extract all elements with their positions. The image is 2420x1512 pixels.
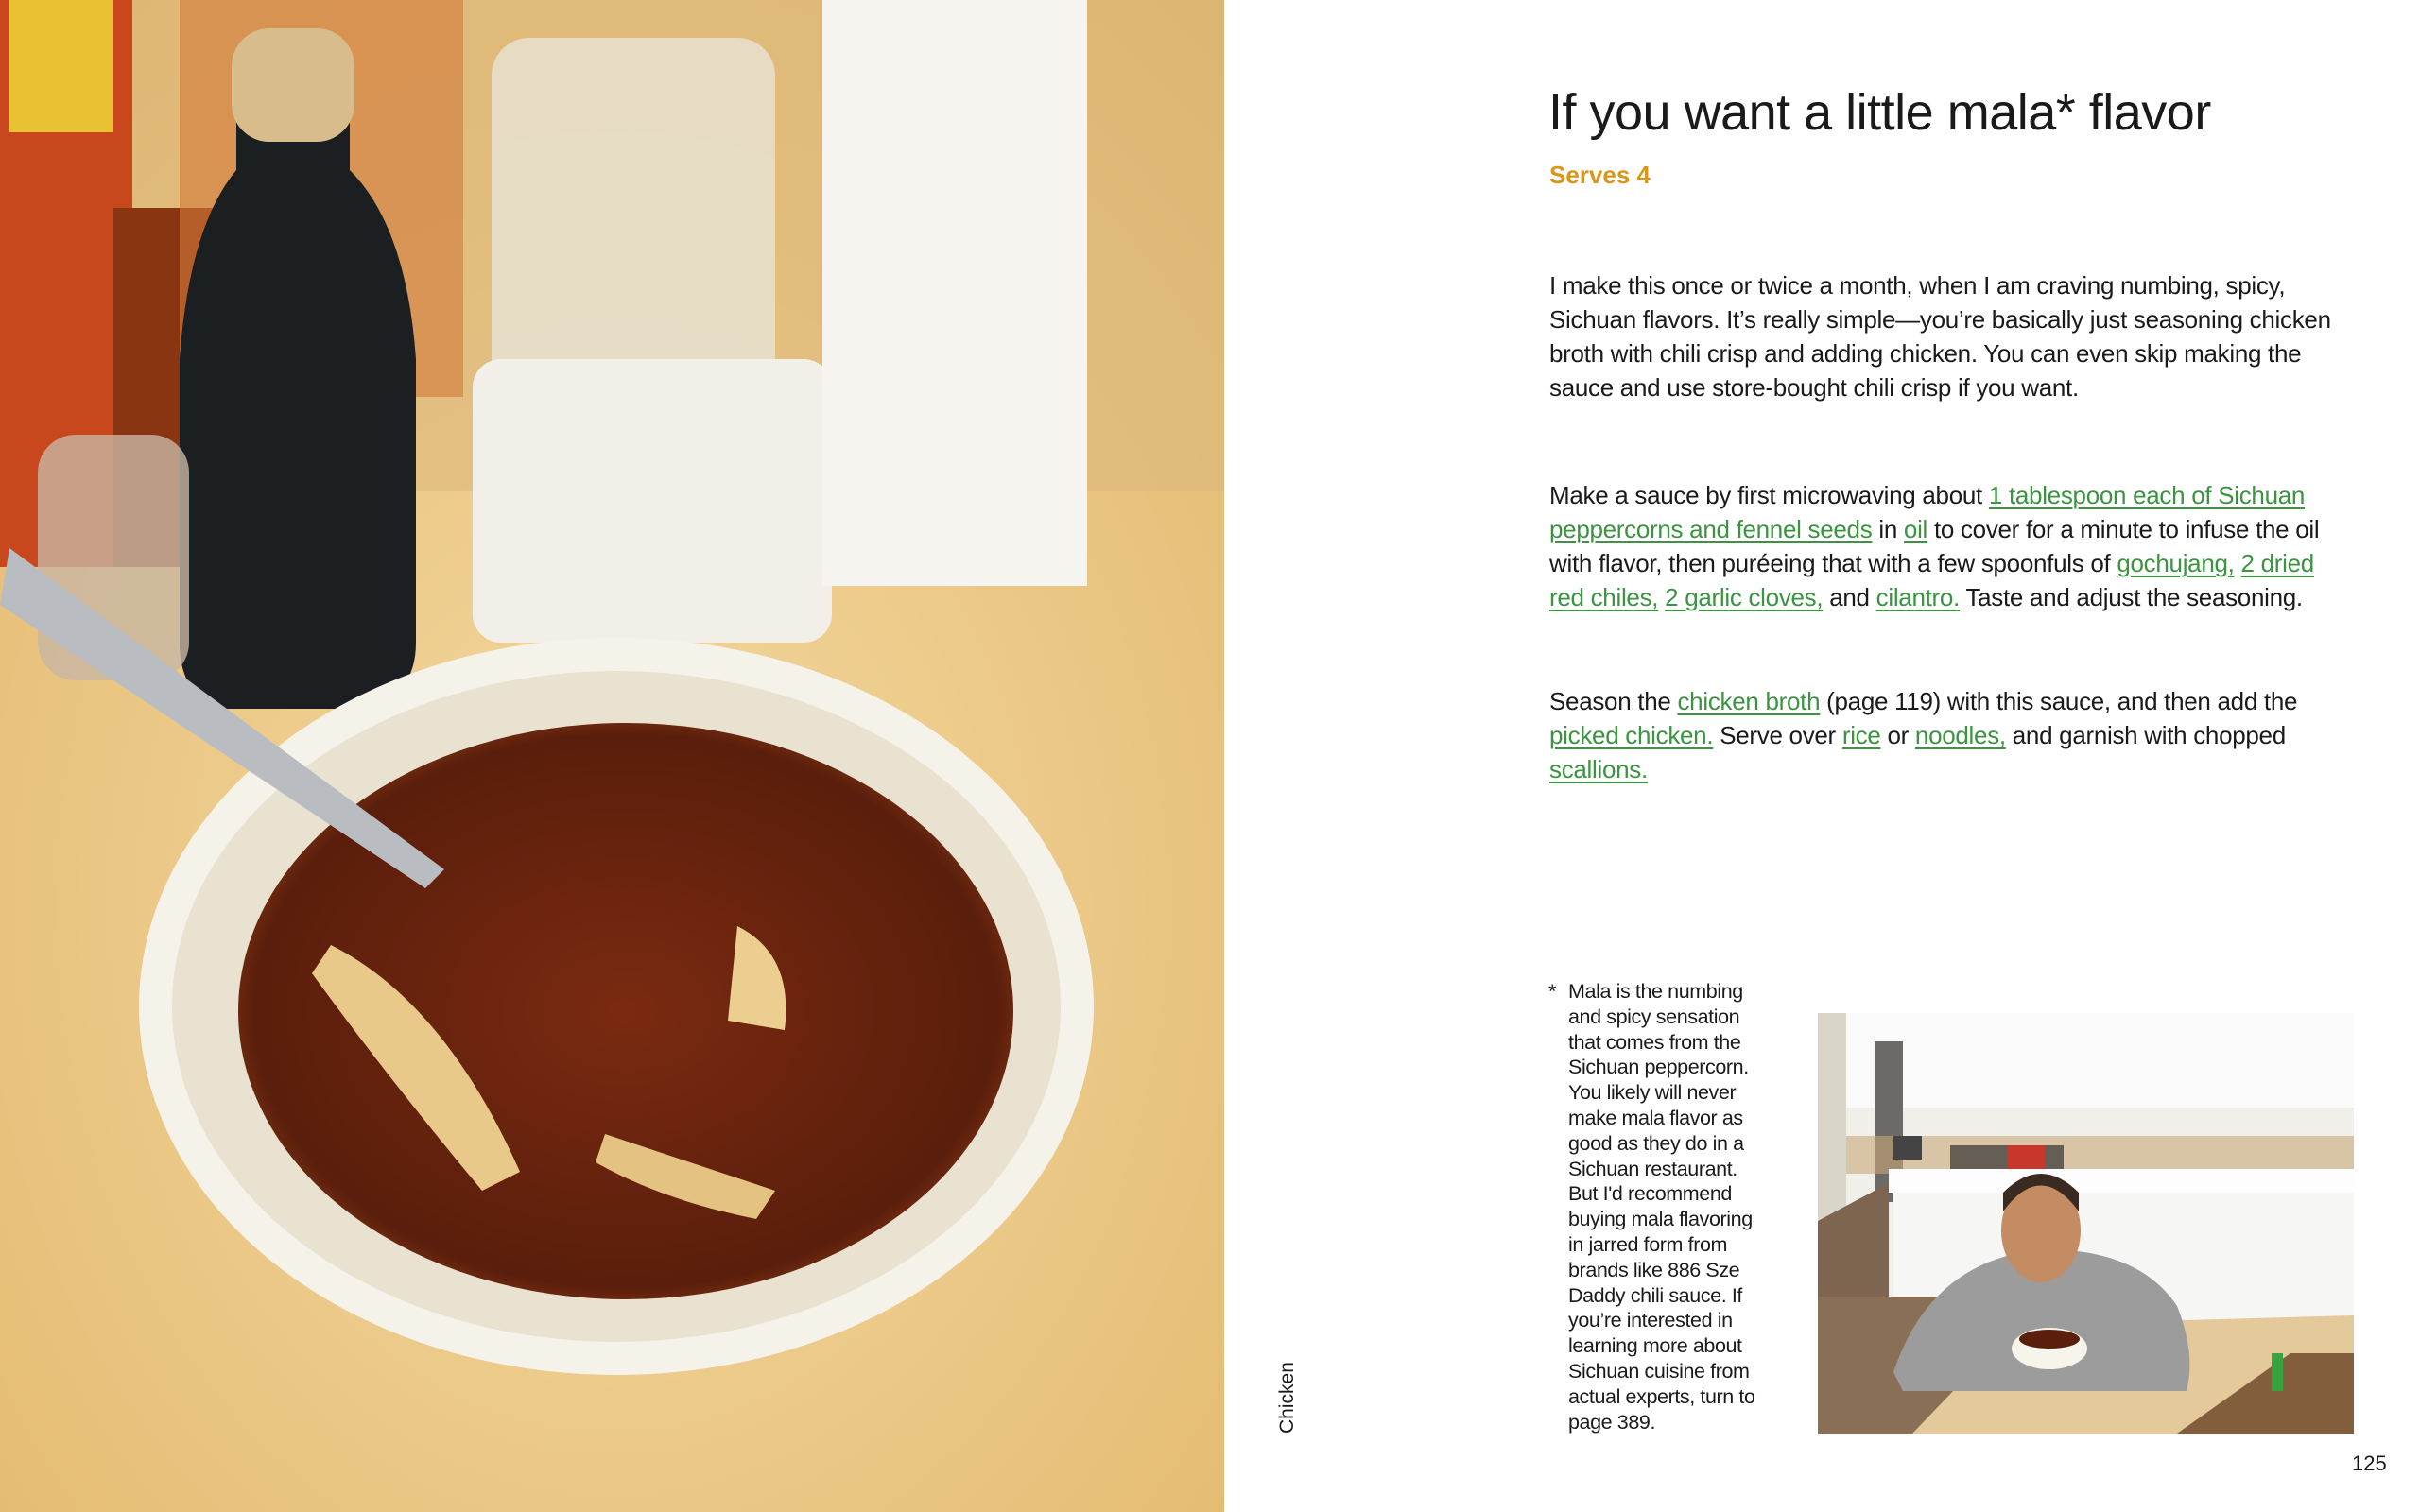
footnote-line: make mala flavor as [1568,1106,1743,1129]
text: and [1823,583,1876,611]
footnote-line: learning more about [1568,1334,1742,1358]
footnote [1548,979,1755,1435]
link-scallions[interactable]: scallions. [1549,755,1648,783]
man-eating-soup-photo [1818,1013,2354,1434]
page-number: 125 [2352,1452,2387,1475]
text: Taste and adjust the seasoning. [1959,583,2303,611]
text: in [1872,515,1904,543]
link-rice[interactable]: rice [1841,721,1881,749]
text [2235,549,2241,577]
text: to cover for a minute to infuse the oil with flavor, then puréeing that with a few spoonfuls of [1549,515,2320,577]
link-cilantro[interactable]: cilantro. [1876,583,1960,611]
footnote-line: good as they do in a [1568,1131,1744,1155]
footnote-line: you’re interested in [1568,1309,1733,1332]
footnote-line: in jarred form from [1568,1232,1728,1256]
link-garlic-cloves[interactable]: 2 garlic cloves, [1665,583,1824,611]
footnote-line: Daddy chili sauce. If [1568,1283,1742,1307]
footnote-line: that comes from the [1568,1030,1741,1054]
footnote-line: Sichuan restaurant. [1568,1157,1737,1180]
footnote-line: page 389. [1568,1410,1656,1434]
text: and garnish with chopped [2005,721,2286,749]
text: Season the [1549,687,1678,715]
footnote-line: and spicy sensation [1568,1005,1740,1028]
footnote-line: Mala is the numbing [1568,980,1743,1003]
link-chicken-broth[interactable]: chicken broth [1677,687,1821,715]
footnote-line: brands like 886 Sze [1568,1258,1740,1281]
footnote-line: Sichuan cuisine from [1568,1359,1750,1383]
link-oil[interactable]: oil [1903,515,1928,543]
footnote-line: But I'd recommend [1568,1182,1732,1206]
section-label: Chicken [1276,1362,1298,1434]
footnote-line: You likely will never [1568,1081,1737,1105]
footnote-line: actual experts, turn to [1568,1384,1755,1408]
sauce-paragraph [1549,478,2353,614]
link-gochujang[interactable]: gochujang, [2117,549,2235,577]
link-dried-red-chiles[interactable]: 2 dried red chiles, [1549,549,2314,611]
serves-label: Serves 4 [1549,161,1651,189]
link-peppercorns-fennel[interactable]: 1 tablespoon each of Sichuan peppercorns and fennel seeds [1549,481,2306,543]
text: (page 119) with this sauce, and then add the [1820,687,2298,715]
footnote-line: buying mala flavoring [1568,1208,1753,1231]
link-picked-chicken[interactable]: picked chicken. [1549,721,1714,749]
footnote-line: Sichuan peppercorn. [1568,1056,1749,1079]
footnote-marker: * [1548,980,1556,1003]
text: Make a sauce by first microwaving about [1549,481,1989,509]
intro-paragraph: I make this once or twice a month, when I am craving numbing, spicy, Sichuan flavors. It’s really simple—you’re basically just seasoning chicken broth with chili crisp and adding chicken. You can even skip making the sauce and use store-bought chili crisp if you want. [1549,271,2331,402]
text: Serve over [1713,721,1842,749]
recipe-title: If you want a little mala* flavor [1548,84,2211,141]
text: or [1880,721,1915,749]
serve-paragraph [1549,684,2353,786]
link-noodles[interactable]: noodles, [1914,721,2006,749]
